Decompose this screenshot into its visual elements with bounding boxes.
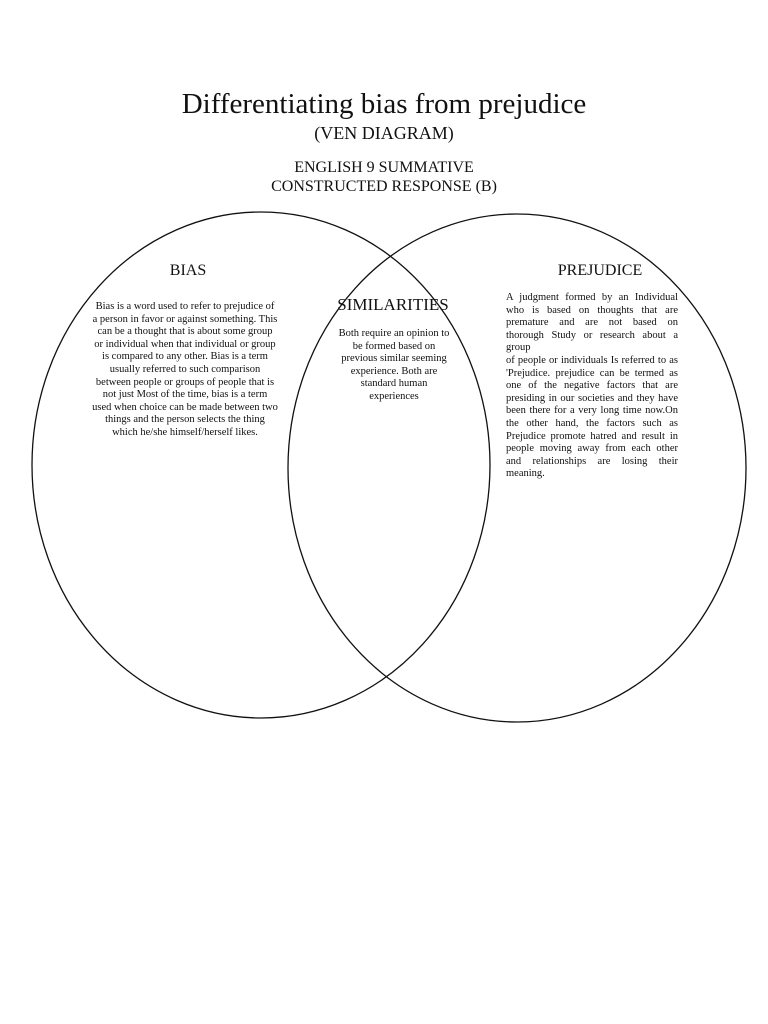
page-subtitle: (VEN DIAGRAM) xyxy=(314,123,454,143)
similarities-label: SIMILARITIES xyxy=(337,295,449,314)
prejudice-label: PREJUDICE xyxy=(557,262,643,279)
similarities-description: Both require an opinion to be formed based on previous similar seeming experience. Both are standard human experiences xyxy=(338,328,450,402)
course-line-2: CONSTRUCTED RESPONSE (B) xyxy=(271,178,497,195)
prejudice-description-part-2: of people or individuals Is referred to as 'Prejudice. prejudice can be termed as one of the negative factors that are presiding in our societies and they have been there for a very long time now.On the other hand, the factors such as Prejudice promote hatred and result in people moving away from each other and relationships are losing their meaning. xyxy=(506,354,678,480)
page-title: Differentiating bias from prejudice xyxy=(181,88,587,120)
bias-description: Bias is a word used to refer to prejudice of a person in favor or against something. This can be a thought that is about some group or individual when that individual or group is compared to any other. Bias is a term usually referred to such comparison between people or groups of people that is not just Most of the time, bias is a term used when choice can be made between two things and the person selects the thing which he/she himself/herself likes. xyxy=(92,301,278,438)
bias-label: BIAS xyxy=(169,262,207,279)
course-line-1: ENGLISH 9 SUMMATIVE xyxy=(294,159,474,176)
venn-circle-left xyxy=(32,212,490,718)
prejudice-description-part-1: A judgment formed by an Individual who is based on thoughts that are premature and are not based on thorough Study or research about a group xyxy=(506,292,678,354)
prejudice-description xyxy=(506,292,678,481)
